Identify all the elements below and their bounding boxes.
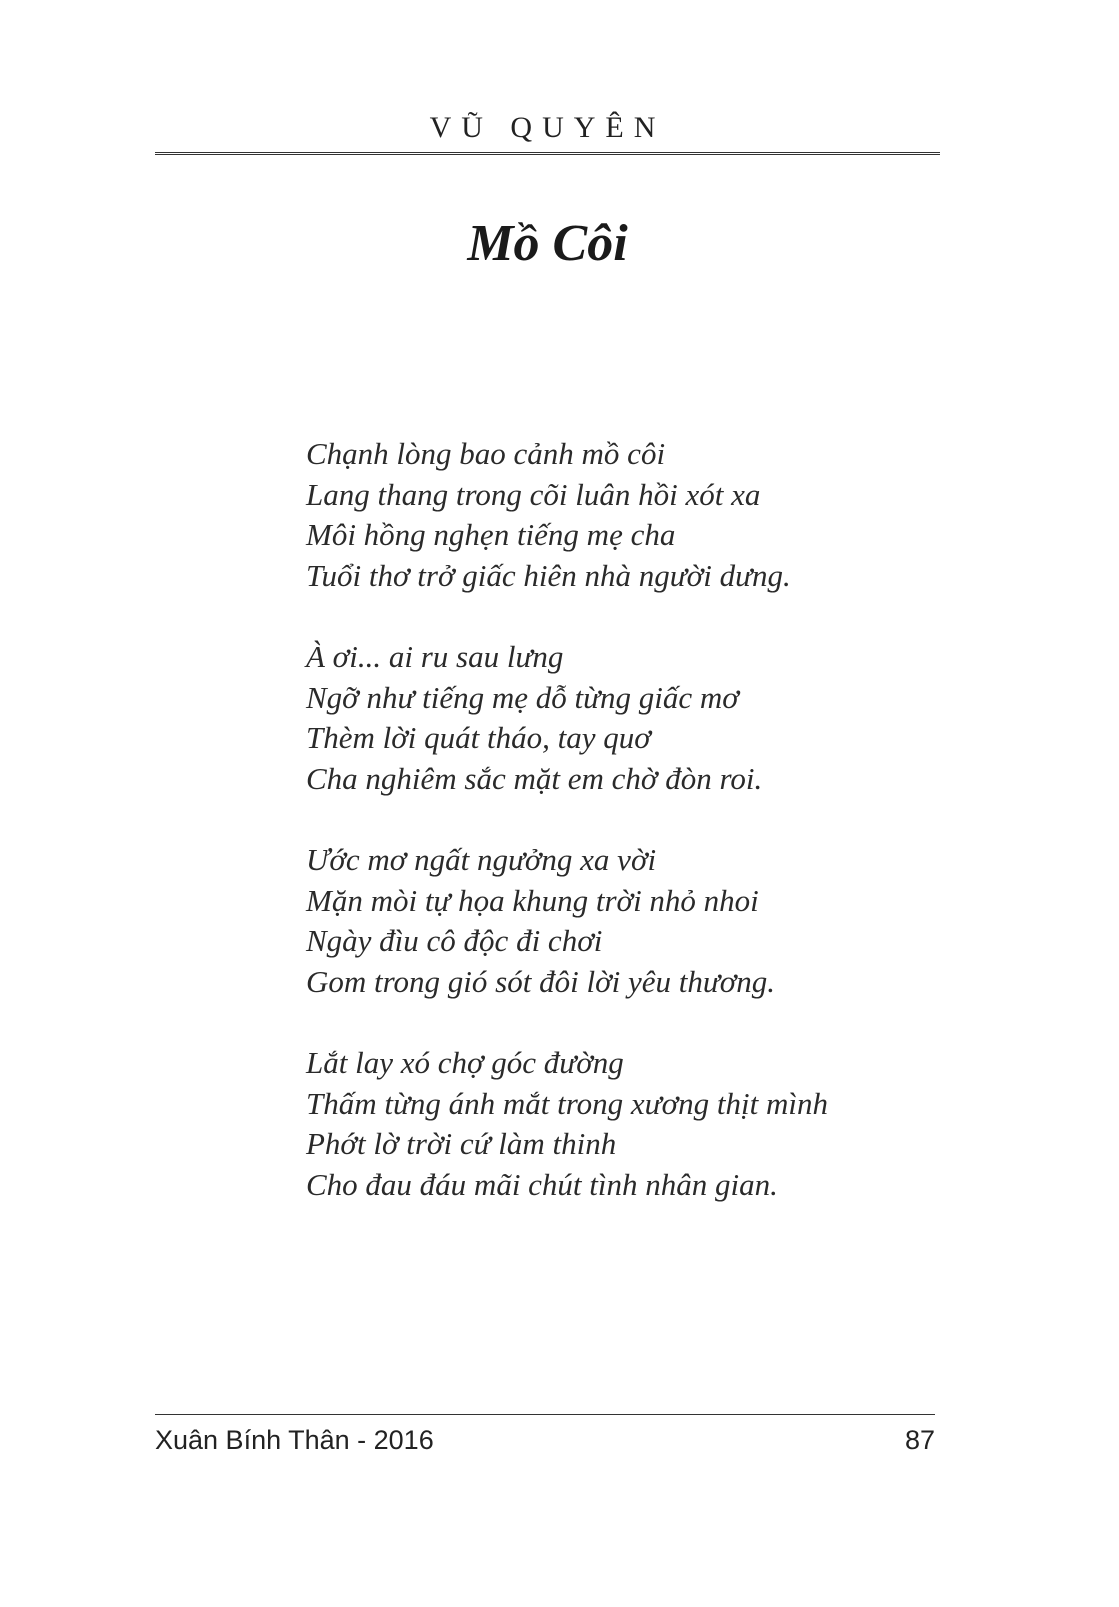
stanza-4 [306,1043,946,1205]
poem-line: Ngày đìu cô độc đi chơi [306,923,603,958]
poem-title: Mồ Côi [467,215,628,272]
poem-line: Cha nghiêm sắc mặt em chờ đòn roi. [306,760,763,796]
poem-line: Lắt lay xó chợ góc đường [306,1045,624,1080]
poem-line: Thấm từng ánh mắt trong xương thịt mình [306,1085,828,1121]
poem-line: Cho đau đáu mãi chút tình nhân gian. [306,1166,778,1202]
stanza-1 [306,434,946,596]
poem-line: Mặn mòi tự họa khung trời nhỏ nhoi [306,882,759,918]
poem-line: Ước mơ ngất ngưởng xa vời [306,842,657,877]
running-header-author: VŨ QUYÊN [429,111,666,144]
poem-body [306,434,946,1205]
poem-line: Môi hồng nghẹn tiếng mẹ cha [306,517,676,552]
stanza-3 [306,840,946,1002]
header-divider [155,152,940,155]
poem-line: À ơi... ai ru sau lưng [306,639,564,674]
poem-line: Phớt lờ trời cứ làm thinh [306,1126,617,1161]
poem-line: Tuổi thơ trở giấc hiên nhà người dưng. [306,557,791,593]
poem-line: Lang thang trong cõi luân hồi xót xa [306,476,761,512]
poem-line: Ngỡ như tiếng mẹ dỗ từng giấc mơ [306,679,739,715]
footer-publication: Xuân Bính Thân - 2016 [155,1425,434,1455]
page-number: 87 [904,1425,935,1455]
footer-divider [155,1414,935,1415]
poem-line: Chạnh lòng bao cảnh mồ côi [306,436,666,471]
stanza-2 [306,637,946,799]
poem-line: Gom trong gió sót đôi lời yêu thương. [306,963,776,999]
poem-line: Thèm lời quát tháo, tay quơ [306,720,651,755]
